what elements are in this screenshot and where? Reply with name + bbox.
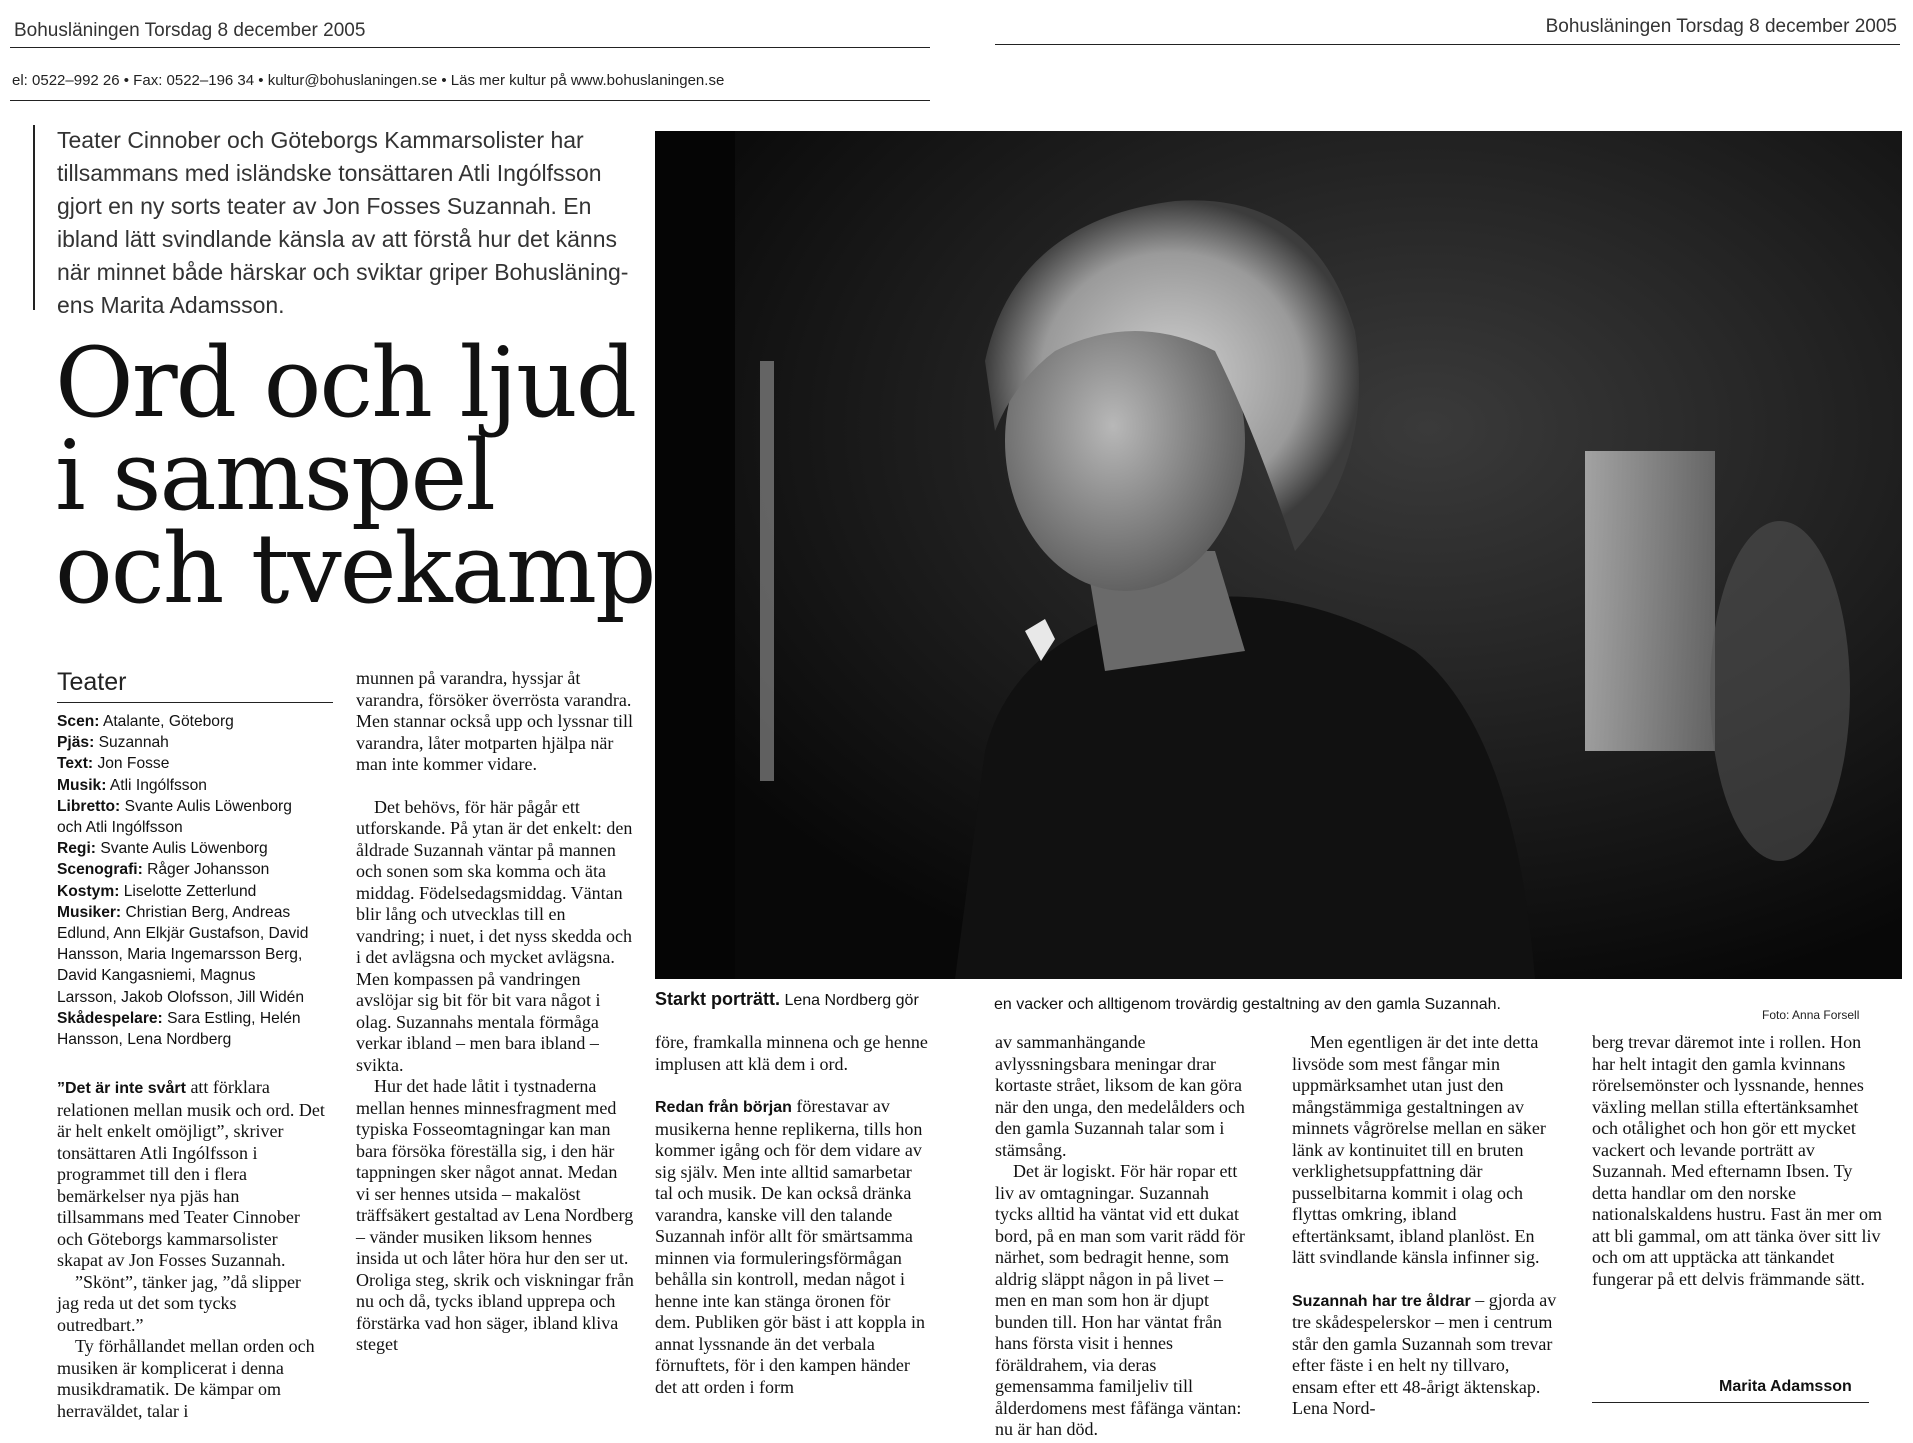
fact-row: och Atli Ingólfsson [57, 819, 183, 837]
page-header-left: Bohusläningen Torsdag 8 december 2005 [14, 20, 366, 41]
paragraph: Redan från början förestavar av musikerna henne replikerna, tills hon kommer igång och för dem vidare av sig själv. Men inte alltid samarbetar tal och musik. De kan också dränka varandra, kanske vill den talande Suzannah inför allt för smärtsamma minnen via formuleringsförmågan behålla sin kontroll, medan något i henne inte kan stänga öronen för dem. Publiken gör bäst i att koppla in annat lyssnande än det verbala förnuftets, för i den kampen händer det att orden i form [655, 1096, 925, 1397]
paragraph: Det behövs, för här pågår ett utforskande. På ytan är det enkelt: den åldrade Suzannah väntar på mannen och sonen som ska komma och äta middag. Födelsedagsmiddag. Väntan blir lång och utvecklas till en vandring; i nuet, i det nyss skedda och i det avlägsna och mycket avlägsna. Men kompassen på vandringen avslöjar sig bit för bit vara något i olag. Suzannahs mentala förmåga verkar ibland – men bara ibland – svikta. [356, 796, 633, 1075]
header-rule-left [10, 47, 930, 48]
lead-line: gjort en ny sorts teater av Jon Fosses Suzannah. En [57, 193, 592, 219]
fact-row: Skådespelare: Sara Estling, Helén [57, 1009, 301, 1027]
fact-row: Scenografi: Råger Johansson [57, 861, 270, 879]
fact-row: Larsson, Jakob Olofsson, Jill Widén [57, 988, 305, 1006]
fact-row: Regi: Svante Aulis Löwenborg [57, 840, 268, 858]
fact-row: Text: Jon Fosse [57, 755, 170, 773]
paragraph: Ty förhållandet mellan orden och musiken är komplicerat i denna musikdramatik. De kämpar om herraväldet, talar i [57, 1336, 315, 1421]
byline: Marita Adamsson [1719, 1378, 1852, 1395]
lead-line: Teater Cinnober och Göteborgs Kammarsolister har [57, 127, 584, 153]
paragraph: Men egentligen är det inte detta livsöde som mest fångar min uppmärksamhet utan just den mångstämmiga gestaltningen av minnets vågrörelse mellan en säker länk av kontinuitet till en bruten verklighetsuppfattning där pusselbitarna kommit i olag och flyttas omkring, ibland eftertänksamt, ibland planlöst. En lätt svindlande känsla infinner sig. [1292, 1032, 1546, 1267]
contact-line: el: 0522–992 26 • Fax: 0522–196 34 • kultur@bohuslaningen.se • Läs mer kultur på www.bohuslaningen.se [12, 72, 725, 89]
headline-line: Ord och ljud [55, 327, 636, 439]
photo-credit: Foto: Anna Forsell [1762, 1008, 1860, 1022]
contact-rule [10, 100, 930, 101]
paragraph: Hur det hade låtit i tystnaderna mellan hennes minnesfragment med typiska Fosseomtagningar kan man bara försöka föreställa sig, i den här tappningen sker något annat. Medan vi ser hennes utsida – makalöst träffsäkert gestaltad av Lena Nordberg – vänder musiken liksom hennes insida ut och låter höra hur den ser ut. Oroliga steg, skrik och viskningar från nu och då, tycks ibland upprepa och förstärka vad hon säger, ibland kliva steget [356, 1076, 634, 1354]
headline-line: i samspel [55, 420, 494, 532]
article-column-5 [1292, 1032, 1557, 1420]
lead-line: när minnet både härskar och sviktar griper Bohusläning- [57, 259, 629, 285]
fact-row: Hansson, Maria Ingemarsson Berg, [57, 946, 303, 964]
article-column-3 [655, 1032, 930, 1398]
section-label: Teater [57, 668, 127, 696]
article-column-2 [356, 668, 634, 1356]
article-column-4 [995, 1032, 1250, 1441]
article-column-6 [1592, 1032, 1882, 1290]
fact-box [57, 711, 342, 1050]
portrait-image [655, 131, 1902, 979]
lead-paragraph [57, 124, 657, 322]
paragraph: ”Det är inte svårt att förklara relationen mellan musik och ord. Det är helt enkelt omöjligt”, skriver tonsättaren Atli Ingólfsson i programmet till den i flera bemärkelser nya pjäs han tillsammans med Teater Cinnober och Göteborgs kammarsolister skapat av Jon Fosses Suzannah. [57, 1077, 325, 1270]
fact-row: Edlund, Ann Elkjär Gustafson, David [57, 925, 309, 943]
article-photo [655, 131, 1902, 979]
fact-row: Hansson, Lena Nordberg [57, 1031, 232, 1049]
fact-row: Libretto: Svante Aulis Löwenborg [57, 797, 292, 815]
lead-line: tillsammans med isländske tonsättaren Atli Ingólfsson [57, 160, 602, 186]
lead-bar [33, 125, 35, 310]
caption-lead: Starkt porträtt. [655, 989, 781, 1009]
fact-row: Musik: Atli Ingólfsson [57, 776, 207, 794]
fact-row: Pjäs: Suzannah [57, 734, 169, 752]
header-rule-right [995, 44, 1900, 45]
fact-row: Musiker: Christian Berg, Andreas [57, 903, 291, 921]
article-column-1 [57, 1077, 327, 1422]
page-header-right: Bohusläningen Torsdag 8 december 2005 [1545, 16, 1897, 37]
caption-text: Lena Nordberg gör [780, 992, 919, 1009]
byline-rule [1592, 1402, 1869, 1403]
photo-caption-left [655, 989, 935, 1010]
fact-row: Scen: Atalante, Göteborg [57, 713, 234, 730]
paragraph: Det är logiskt. För här ropar ett liv av omtagningar. Suzannah tycks alltid ha väntat vid ett dukat bord, på en man som varit rädd för närhet, som bedragit henne, som aldrig släppt någon in på livet – men en man som hon är djupt bunden till. Hon har väntat från hans första visit i hennes föräldrahem, via deras gemensamma familjeliv till ålderdomens mest fåfänga väntan: nu är han död. [995, 1161, 1245, 1439]
lead-line: ibland lätt svindlande känsla av att förstå hur det känns [57, 226, 618, 252]
section-rule [57, 702, 333, 703]
fact-row: David Kangasniemi, Magnus [57, 967, 256, 985]
lead-line: ens Marita Adamsson. [57, 292, 285, 318]
paragraph: av sammanhängande avlyssningsbara meningar drar kortaste strået, liksom de kan göra när den unga, den medelålders och den gamla Suzannah talar som i stämsång. [995, 1032, 1245, 1160]
fact-row: Kostym: Liselotte Zetterlund [57, 882, 257, 900]
paragraph: berg trevar däremot inte i rollen. Hon har helt intagit den gamla kvinnans rörelsemönster och lyssnande, hennes växling mellan stilla eftertänksamhet och otålighet och hon gör ett mycket vackert och levande porträtt av Suzannah. Med efternamn Ibsen. Ty detta handlar om den norske nationalskaldens hustru. Fast än mer om att bli gammal, om att tänka över sitt liv och om att upptäcka att tänkandet fungerar på ett delvis främmande sätt. [1592, 1032, 1882, 1289]
headline [55, 327, 655, 625]
paragraph: Suzannah har tre åldrar – gjorda av tre skådespelerskor – men i centrum står den gamla Suzannah som trevar efter fäste i en helt ny tillvaro, ensam efter ett 48-årigt äktenskap. Lena Nord- [1292, 1289, 1557, 1418]
paragraph: munnen på varandra, hyssjar åt varandra, försöker överrösta varandra. Men stannar också upp och lyssnar till varandra, låter motparten hjälpa när man inte kommer vidare. [356, 668, 633, 774]
paragraph: före, framkalla minnena och ge henne implusen att klä dem i ord. [655, 1032, 928, 1074]
paragraph: ”Skönt”, tänker jag, ”då slipper jag reda ut det som tycks outredbart.” [57, 1271, 301, 1335]
photo-caption-right: en vacker och alltigenom trovärdig gestaltning av den gamla Suzannah. [994, 996, 1501, 1013]
headline-line: och tvekamp [55, 513, 655, 625]
